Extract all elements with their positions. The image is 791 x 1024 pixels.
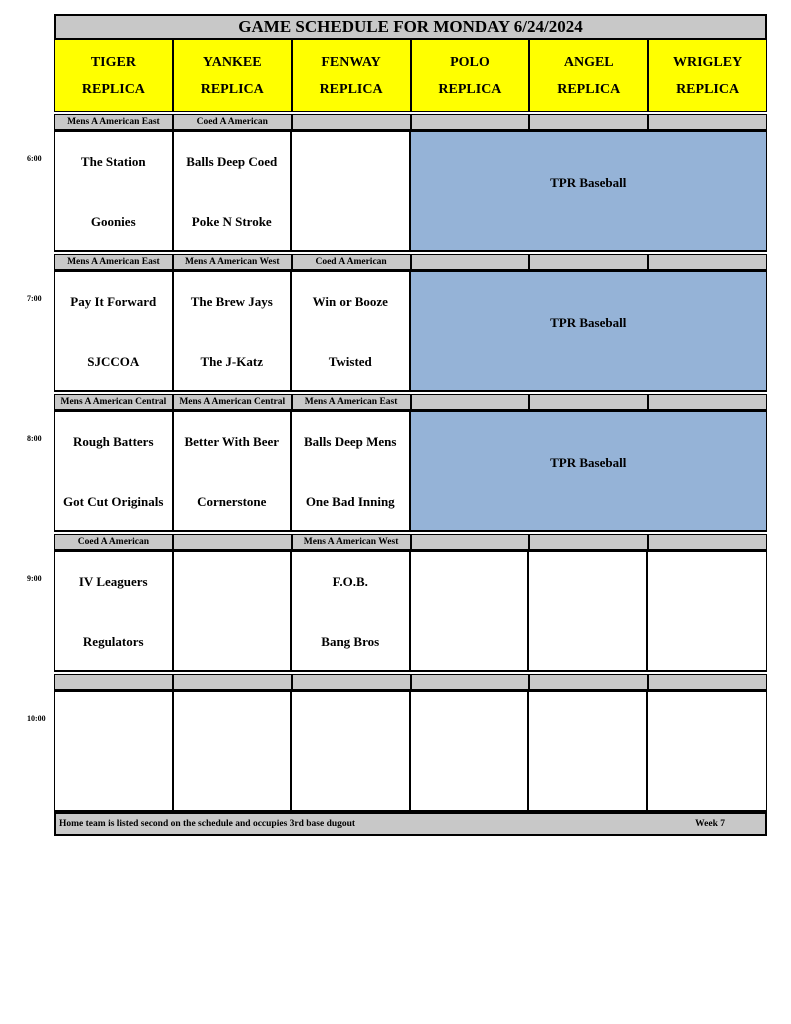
time-slot xyxy=(54,270,767,392)
game-cell xyxy=(174,272,293,390)
divider-row-last xyxy=(54,674,767,690)
division-label xyxy=(529,114,648,130)
field-name: FENWAY xyxy=(321,54,381,70)
home-team: Poke N Stroke xyxy=(191,214,272,229)
game-cell xyxy=(174,692,293,810)
division-label xyxy=(411,394,530,410)
footer-bar xyxy=(54,812,767,836)
division-label xyxy=(411,254,530,270)
footer-note: Home team is listed second on the schedule and occupies 3rd base dugout xyxy=(59,819,356,829)
away-team: Balls Deep Mens xyxy=(304,434,397,449)
game-cell xyxy=(411,552,530,670)
division-label: Mens A American West xyxy=(292,534,411,550)
game-cell xyxy=(174,132,293,250)
division-label: Mens A American Central xyxy=(173,394,292,410)
division-label xyxy=(648,114,767,130)
game-cell xyxy=(55,552,174,670)
game-cell xyxy=(55,692,174,810)
home-team: Got Cut Originals xyxy=(63,494,164,509)
divider-row xyxy=(54,114,767,130)
schedule-title: GAME SCHEDULE FOR MONDAY 6/24/2024 xyxy=(54,14,767,40)
time-slot xyxy=(54,410,767,532)
game-cell xyxy=(292,692,411,810)
divider-row xyxy=(54,254,767,270)
field-name: YANKEE xyxy=(202,54,262,70)
time-label: 8:00 xyxy=(27,434,42,443)
away-team: Pay It Forward xyxy=(70,294,157,309)
away-team: The Brew Jays xyxy=(190,294,273,309)
division-label xyxy=(173,534,292,550)
field-header xyxy=(54,40,173,112)
home-team: Regulators xyxy=(82,634,144,649)
time-label: 10:00 xyxy=(27,714,46,723)
away-team: Balls Deep Coed xyxy=(186,154,278,169)
away-team: F.O.B. xyxy=(332,574,368,589)
field-header xyxy=(173,40,292,112)
field-header xyxy=(411,40,530,112)
division-label xyxy=(648,254,767,270)
home-team: Goonies xyxy=(90,214,136,229)
game-cell xyxy=(648,552,767,670)
division-label: Coed A American xyxy=(54,534,173,550)
time-slot xyxy=(54,550,767,672)
time-slots xyxy=(54,114,767,672)
division-label xyxy=(648,534,767,550)
field-type: REPLICA xyxy=(438,81,502,97)
game-cell xyxy=(529,552,648,670)
game-cell xyxy=(55,272,174,390)
division-label: Mens A American Central xyxy=(54,394,173,410)
home-team: The J-Katz xyxy=(200,354,263,369)
home-team: Bang Bros xyxy=(321,634,380,649)
division-label xyxy=(648,394,767,410)
time-slot xyxy=(54,130,767,252)
game-cell xyxy=(55,412,174,530)
game-cell xyxy=(648,692,767,810)
game-cell xyxy=(174,552,293,670)
division-label xyxy=(411,534,530,550)
game-cell xyxy=(174,412,293,530)
away-team: IV Leaguers xyxy=(78,574,148,589)
home-team: Twisted xyxy=(328,354,372,369)
away-team: Win or Booze xyxy=(312,294,388,309)
division-label xyxy=(529,254,648,270)
schedule-sheet xyxy=(54,14,767,836)
game-cell xyxy=(411,692,530,810)
field-header-row xyxy=(54,40,767,112)
division-label: Coed A American xyxy=(173,114,292,130)
division-label: Mens A American East xyxy=(54,114,173,130)
home-team: Cornerstone xyxy=(197,494,267,509)
divider-row xyxy=(54,534,767,550)
reserved-block: TPR Baseball xyxy=(411,132,767,250)
field-header xyxy=(529,40,648,112)
division-label: Mens A American East xyxy=(54,254,173,270)
home-team: SJCCOA xyxy=(87,354,140,369)
reserved-block: TPR Baseball xyxy=(411,412,767,530)
field-name: WRIGLEY xyxy=(672,54,743,70)
field-name: POLO xyxy=(450,54,490,70)
reserved-block: TPR Baseball xyxy=(411,272,767,390)
division-label xyxy=(292,114,411,130)
field-header xyxy=(648,40,767,112)
game-cell xyxy=(529,692,648,810)
game-cell xyxy=(292,552,411,670)
game-cell xyxy=(55,132,174,250)
time-label: 9:00 xyxy=(27,574,42,583)
game-cell xyxy=(292,412,411,530)
week-label: Week 7 xyxy=(695,819,725,829)
time-label: 7:00 xyxy=(27,294,42,303)
away-team: Better With Beer xyxy=(184,434,280,449)
time-slot xyxy=(54,690,767,812)
divider-row xyxy=(54,394,767,410)
home-team: One Bad Inning xyxy=(305,494,395,509)
division-label: Coed A American xyxy=(292,254,411,270)
field-name: TIGER xyxy=(90,54,136,70)
division-label xyxy=(529,394,648,410)
away-team: The Station xyxy=(80,154,146,169)
field-header xyxy=(292,40,411,112)
time-label: 6:00 xyxy=(27,154,42,163)
field-type: REPLICA xyxy=(676,81,740,97)
game-cell xyxy=(292,132,411,250)
division-label xyxy=(411,114,530,130)
game-cell xyxy=(292,272,411,390)
field-name: ANGEL xyxy=(563,54,614,70)
division-label: Mens A American West xyxy=(173,254,292,270)
field-type: REPLICA xyxy=(319,81,383,97)
division-label: Mens A American East xyxy=(292,394,411,410)
division-label xyxy=(529,534,648,550)
field-type: REPLICA xyxy=(200,81,264,97)
field-type: REPLICA xyxy=(81,81,145,97)
field-type: REPLICA xyxy=(557,81,621,97)
away-team: Rough Batters xyxy=(72,434,154,449)
